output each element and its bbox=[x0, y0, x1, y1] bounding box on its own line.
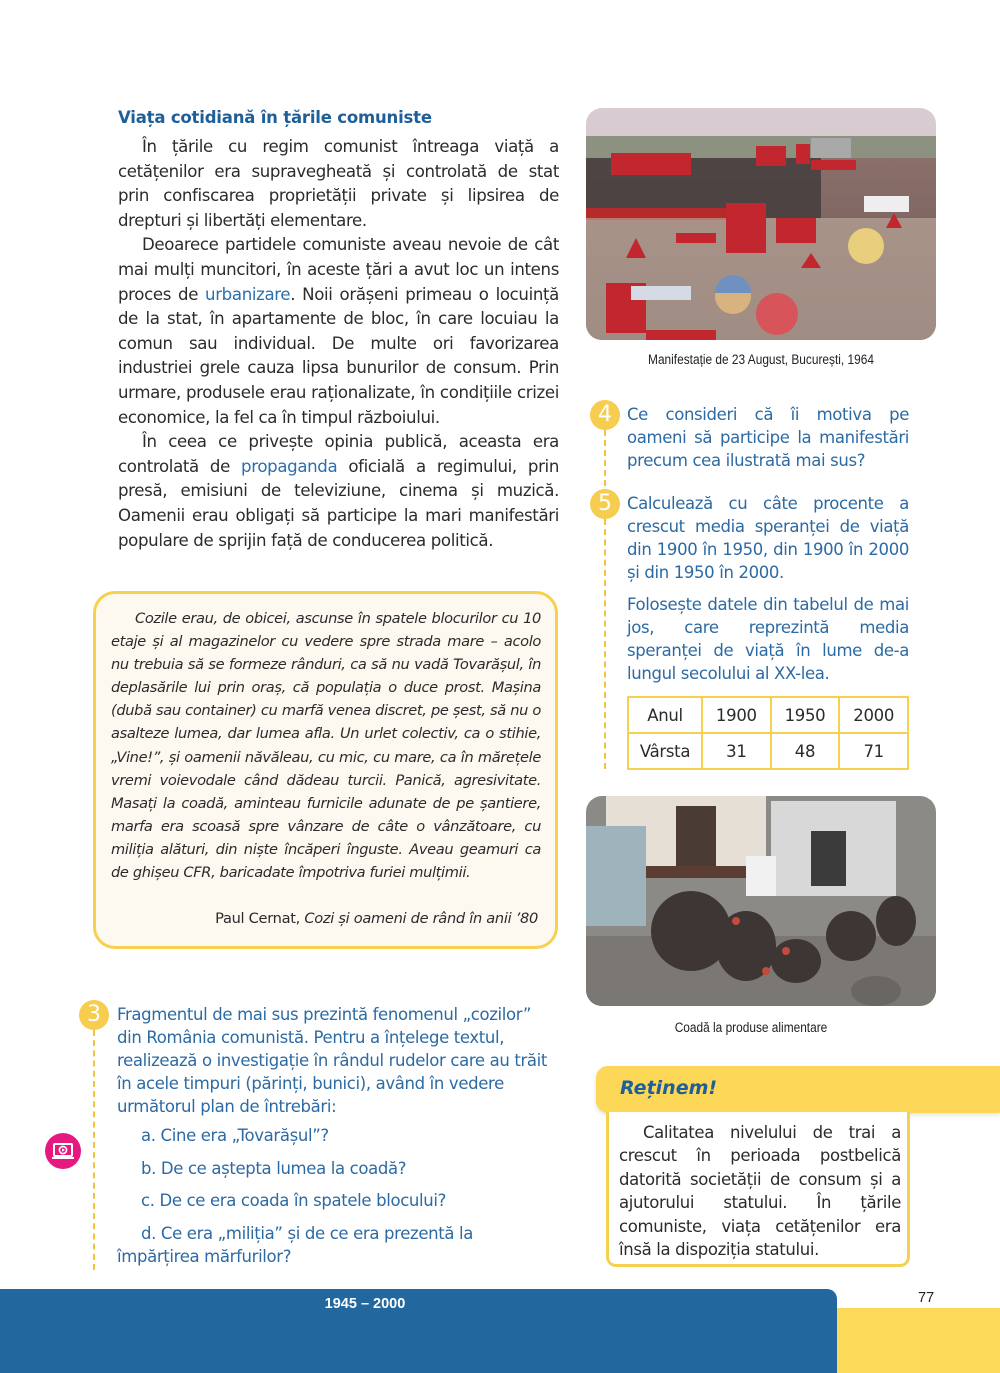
exercise-5-instructions: Folosește datele din tabelul de mai jos, care reprezintă media speranței de viață în lume de-a lungul secolului al XX-lea. bbox=[627, 595, 909, 683]
question-d: d. Ce era „miliția” și de ce era prezentă la împărțirea mărfurilor? bbox=[117, 1223, 473, 1266]
quote-body: Cozile erau, de obicei, ascunse în spatele blocurilor cu 10 etaje și al magazinelor cu vedere spre strada mare – acolo nu trebuia să se formeze rânduri, ca să nu vadă Tovarășul, în deplasările lui prin oraș, că populația o duce prost. Mașina (dubă sau container) cu marfă venea discret, pe șest, să nu o asalteze lumea, dar lumea afla. Un urlet colectiv, ca o stihie, „Vine!”, și oamenii năvăleau, cu mic, cu mare, ca în mărețele vremi voievodale când dădeau turcii. Panică, agresivitate. Masați la coadă, aminteau furnicile adunate de pe șantiere, marfa era scoasă spre vânzare de câte o vânzătoare, cu miliția alături, din niște încăperi înguste. Aveau geamuri ca de ghișeu CFR, baricadate împotriva furiei mulțimii. bbox=[111, 610, 541, 882]
paragraph-3 bbox=[118, 430, 559, 553]
footer-accent bbox=[837, 1308, 1000, 1373]
photo-2-caption: Coadă la produse alimentare bbox=[674, 1020, 828, 1035]
retinem-text bbox=[619, 1121, 901, 1261]
laptop-play-icon bbox=[45, 1133, 81, 1169]
photo-food-queue bbox=[586, 796, 936, 1006]
page-number: 77 bbox=[918, 1290, 935, 1306]
video-laptop-icon[interactable] bbox=[45, 1133, 81, 1169]
table-header-year: Anul bbox=[628, 697, 702, 733]
paragraph-3-text-b: oficială a regimului, prin presă, emisiuni de televiziune, cinema și muzică. Oamenii erau obligați să participe la mari manifestări populare de sprijin față de conducerea politică. bbox=[118, 456, 559, 550]
question-b: b. De ce aștepta lumea la coadă? bbox=[141, 1158, 407, 1178]
exercise-5-text: Calculează cu câte procente a crescut media speranței de viață din 1900 în 1950, din 1900 în 2000 și din 1950 în 2000. bbox=[627, 494, 909, 582]
exercise-4-number: 4 bbox=[590, 400, 620, 430]
table-cell: 2000 bbox=[839, 697, 908, 733]
table-row-years bbox=[628, 697, 908, 733]
quote-work: Cozi și oameni de rând în anii ’80 bbox=[304, 910, 538, 927]
question-a: a. Cine era „Tovarășul”? bbox=[141, 1126, 329, 1145]
paragraph-2 bbox=[118, 233, 559, 430]
retinem-title: Reținem! bbox=[620, 1077, 718, 1099]
paragraph-3-text-a: În ceea ce privește opinia publică, aceasta era controlată de bbox=[118, 432, 559, 476]
paragraph-1 bbox=[118, 135, 559, 233]
exercise-3-text: Fragmentul de mai sus prezintă fenomenul „cozilor” din România comunistă. Pentru a înțelege textul, realizează o investigație în rândul rudelor care au trăit în acele timpuri (părinți, bunici), având în vedere următorul plan de întrebări: bbox=[117, 1005, 548, 1116]
quote-source bbox=[215, 910, 538, 927]
table-cell: 1900 bbox=[702, 697, 771, 733]
section-title: Viața cotidiană în țările comuniste bbox=[118, 108, 432, 127]
exercise-4-text: Ce consideri că îi motiva pe oameni să participe la manifestări precum cea ilustrată mai sus? bbox=[627, 405, 909, 470]
body-text bbox=[118, 135, 559, 553]
exercise-3-dashed-line bbox=[93, 1030, 95, 1270]
manifestation-photo-illustration bbox=[586, 108, 936, 340]
retinem-body: Calitatea nivelului de trai a crescut în perioada postbelică datorită societății de consum și a ajutorului statului. În țările comuniste, viața cetățenilor era însă la dispoziția statului. bbox=[619, 1123, 901, 1260]
exercise-3-questions bbox=[117, 1124, 560, 1277]
paragraph-2-text-a: Deoarece partidele comuniste aveau nevoie de cât mai mulți muncitori, în aceste țări a avut loc un intens proces de bbox=[118, 235, 559, 304]
keyword-urbanizare[interactable]: urbanizare bbox=[205, 284, 291, 304]
footer-period: 1945 – 2000 bbox=[324, 1296, 406, 1312]
table-header-age: Vârsta bbox=[628, 733, 702, 769]
table-cell: 71 bbox=[839, 733, 908, 769]
exercise-5-dashed-line bbox=[604, 519, 606, 769]
photo-manifestation-1964 bbox=[586, 108, 936, 340]
quote-author: Paul Cernat, bbox=[215, 910, 305, 927]
life-expectancy-table bbox=[627, 696, 909, 770]
keyword-propaganda[interactable]: propaganda bbox=[241, 456, 338, 476]
paragraph-2-text-b: . Noii orășeni primeau o locuință de la stat, în apartamente de bloc, în care locuiau la comun sau individual. De multe ori favorizarea industriei grele cauza lipsa bunurilor de consum. Prin urmare, produsele erau raționalizate, în condițiile crizei economice, la fel ca în timpul războiului. bbox=[118, 284, 559, 427]
table-cell: 1950 bbox=[771, 697, 840, 733]
photo-1-caption: Manifestație de 23 August, București, 1964 bbox=[648, 352, 874, 367]
exercise-5-number: 5 bbox=[590, 489, 620, 519]
quote-text bbox=[111, 607, 541, 884]
table-cell: 48 bbox=[771, 733, 840, 769]
paragraph-1-text: În țările cu regim comunist întreaga viață a cetățenilor era supravegheată și controlată de stat prin confiscarea proprietății private și lipsirea de drepturi și libertăți elementare. bbox=[118, 137, 559, 230]
question-c: c. De ce era coada în spatele blocului? bbox=[141, 1191, 447, 1211]
exercise-3-number: 3 bbox=[79, 1000, 109, 1030]
queue-photo-illustration bbox=[586, 796, 936, 1006]
table-cell: 31 bbox=[702, 733, 771, 769]
table-row-age bbox=[628, 733, 908, 769]
exercise-4-dashed-line bbox=[604, 430, 606, 486]
